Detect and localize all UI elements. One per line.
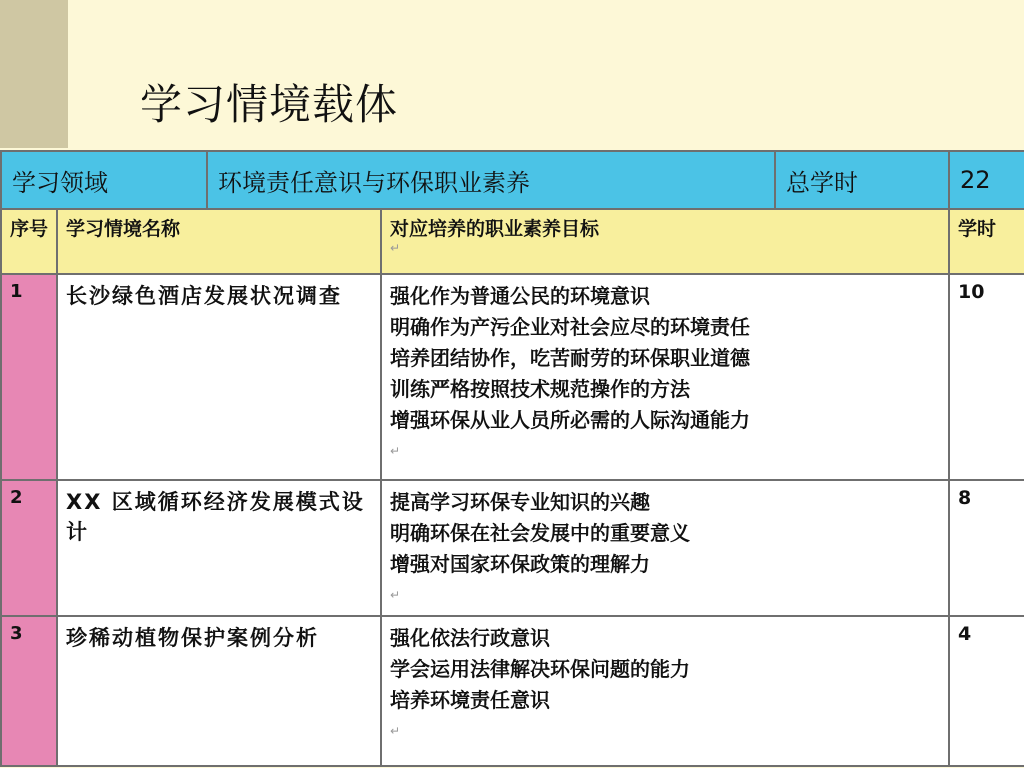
goals-cell	[381, 274, 949, 480]
table-body	[1, 274, 1024, 766]
total-hours-value-cell: 22	[949, 151, 1024, 209]
goal-item: 培养团结协作，吃苦耐劳的环保职业道德	[390, 346, 750, 370]
slide-title: 学习情境载体	[140, 80, 399, 129]
row-index-cell: 3	[1, 616, 57, 766]
goal-item: 训练严格按照技术规范操作的方法	[390, 377, 690, 401]
return-mark: ↵	[390, 588, 401, 602]
goal-item: 增强环保从业人员所必需的人际沟通能力	[390, 408, 750, 432]
hours-cell: 4	[949, 616, 1024, 766]
goals-cell	[381, 616, 949, 766]
table-subheader-row	[1, 209, 1024, 274]
name-header-cell: 学习情境名称	[57, 209, 381, 274]
context-name-cell: 珍稀动植物保护案例分析	[57, 616, 381, 766]
table-row	[1, 274, 1024, 480]
return-mark: ↵	[390, 444, 401, 458]
goal-header-cell	[381, 209, 949, 274]
index-header-cell: 序号	[1, 209, 57, 274]
goal-item: 培养环境责任意识	[390, 688, 550, 712]
goal-header-text: 对应培养的职业素养目标	[390, 218, 600, 240]
goal-item: 提高学习环保专业知识的兴趣	[390, 490, 650, 514]
field-label-cell: 学习领域	[1, 151, 207, 209]
table-container	[0, 150, 1024, 768]
context-name-cell: XX 区域循环经济发展模式设计	[57, 480, 381, 616]
learning-context-table	[0, 150, 1024, 767]
row-index-cell: 2	[1, 480, 57, 616]
field-value-cell: 环境责任意识与环保职业素养	[207, 151, 775, 209]
goal-item: 学会运用法律解决环保问题的能力	[390, 657, 690, 681]
goal-item: 明确作为产污企业对社会应尽的环境责任	[390, 315, 750, 339]
total-hours-label-cell: 总学时	[775, 151, 949, 209]
table-row	[1, 616, 1024, 766]
hours-header-cell: 学时	[949, 209, 1024, 274]
hours-cell: 8	[949, 480, 1024, 616]
goal-item: 增强对国家环保政策的理解力	[390, 552, 650, 576]
return-mark: ↵	[390, 241, 401, 255]
context-name-cell: 长沙绿色酒店发展状况调查	[57, 274, 381, 480]
hours-cell: 10	[949, 274, 1024, 480]
left-accent-block	[0, 0, 68, 148]
goal-item: 强化依法行政意识	[390, 626, 550, 650]
goal-item: 强化作为普通公民的环境意识	[390, 284, 650, 308]
table-header-row	[1, 151, 1024, 209]
goals-cell	[381, 480, 949, 616]
return-mark: ↵	[390, 724, 401, 738]
table-row	[1, 480, 1024, 616]
goal-item: 明确环保在社会发展中的重要意义	[390, 521, 690, 545]
row-index-cell: 1	[1, 274, 57, 480]
